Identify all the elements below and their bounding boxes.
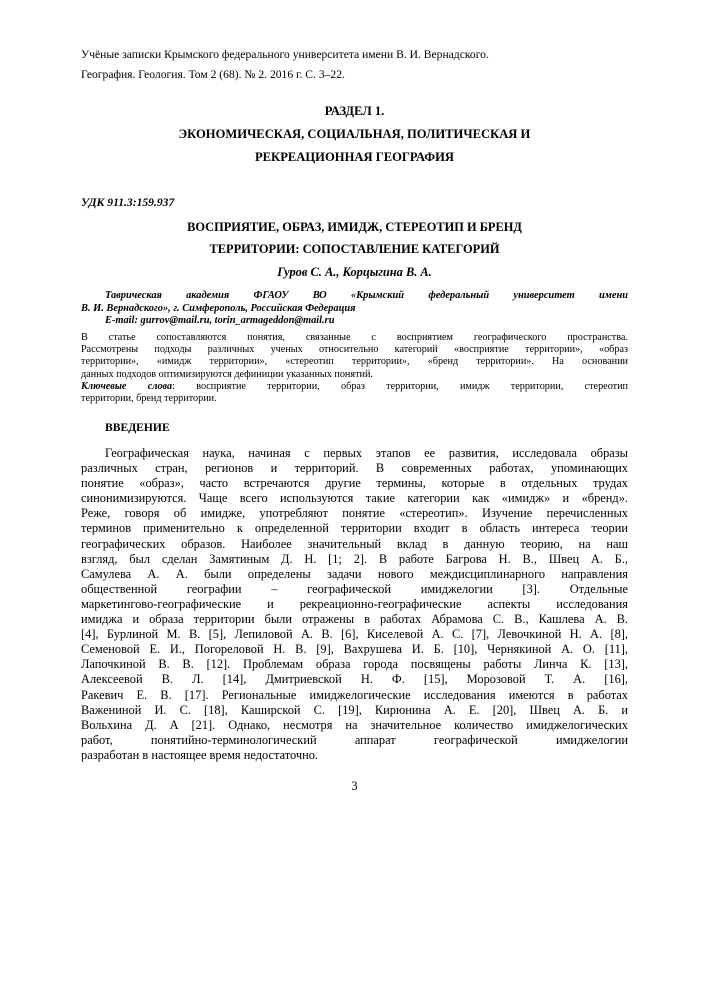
- page-number: 3: [351, 779, 358, 793]
- abstract-line: В статье сопоставляются понятия, связанные с восприятием географического пространства.: [81, 332, 628, 343]
- body-line: общественной географии – географической имиджелогии [3]. Отдельные: [81, 581, 628, 596]
- body-line: Ракевич Е. В. [17]. Региональные имиджелогические исследования имеются в работах: [81, 687, 628, 702]
- body-line: Важениной И. С. [18], Каширской С. [19], Кирюнина А. Е. [20], Швец А. Б. и: [81, 702, 628, 717]
- body-line: понятие «образ», часто встречаются другие термины, которые в отдельных трудах: [81, 476, 628, 491]
- keywords-label: Ключевые слова: [81, 380, 173, 392]
- keywords-line-2: территории, бренд территории.: [81, 392, 217, 404]
- keywords-line-1: [81, 381, 628, 393]
- affiliation-line-1: Таврическая академия ФГАОУ ВО «Крымский федеральный университет имени: [105, 290, 628, 301]
- affiliation-block: [81, 290, 628, 328]
- article-title-line-2: ТЕРРИТОРИИ: СОПОСТАВЛЕНИЕ КАТЕГОРИЙ: [209, 242, 500, 256]
- body-line: Лапочкиной В. В. [12]. Проблемам образа города посвящены работы Линча К. [13],: [81, 657, 628, 672]
- body-line: работ, понятийно-терминологический аппарат географической имиджелогии: [81, 732, 628, 747]
- abstract-line: территории», «имидж территории», «стереотип территории», «бренд территории». На основании: [81, 356, 628, 368]
- body-line: терминов применительно к определенной территории входит в область интереса теории: [81, 521, 628, 536]
- article-authors: Гуров С. А., Корцыгина В. А.: [277, 265, 432, 279]
- section-title-line-2: РЕКРЕАЦИОННАЯ ГЕОГРАФИЯ: [254, 150, 455, 164]
- keywords-text: : восприятие территории, образ территории, имидж территории, стереотип: [172, 380, 628, 392]
- abstract-line: Рассмотрены подходы различных ученых относительно категорий «восприятие территории», «образ: [81, 344, 628, 356]
- abstract-block: [81, 332, 628, 405]
- body-line: различных стран, регионов и территорий. В современных работах, упоминающих: [81, 461, 628, 476]
- journal-header-line-2: География. Геология. Том 2 (68). № 2. 2016 г. С. 3–22.: [81, 68, 345, 81]
- body-line: синонимизируются. Чаще всего используются такие категории как «имидж» и «бренд».: [81, 491, 628, 506]
- intro-heading: ВВЕДЕНИЕ: [105, 421, 170, 434]
- section-label: РАЗДЕЛ 1.: [324, 104, 385, 118]
- body-line: Семеновой Е. И., Погореловой Н. В. [9], Вахрушева И. Б. [10], Чернякиной А. О. [11],: [81, 642, 628, 657]
- article-title-line-1: ВОСПРИЯТИЕ, ОБРАЗ, ИМИДЖ, СТЕРЕОТИП И БРЕНД: [187, 220, 522, 234]
- affiliation-line-2: В. И. Вернадского», г. Симферополь, Российская Федерация: [81, 302, 356, 314]
- body-line: разработан в настоящее время недостаточно.: [81, 747, 319, 762]
- body-line: взгляд, был сделан Замятиным Д. Н. [1; 2]. В работе Багрова Н. В., Швец А. Б.,: [81, 551, 628, 566]
- body-line: Реже, говоря об имидже, употребляют понятие «стереотип». Изучение перечисленных: [81, 506, 628, 521]
- journal-header-line-1: Учёные записки Крымского федерального университета имени В. И. Вернадского.: [81, 48, 489, 61]
- udk-code: УДК 911.3:159.937: [81, 196, 175, 209]
- body-line: [4], Бурлиной М. В. [5], Лепиловой А. В. [6], Киселевой А. С. [7], Левочкиной Н. А. [8],: [81, 627, 628, 642]
- body-line: Самулева А. А. были определены задачи нового междисциплинарного направления: [81, 566, 628, 581]
- body-line: маркетингово-географические и рекреационно-географические аспекты исследования: [81, 596, 628, 611]
- body-line: Вольхина Д. А [21]. Однако, несмотря на значительное количество имиджелогических: [81, 717, 628, 732]
- body-line: географических образов. Наиболее значительный вклад в данную теорию, на наш: [81, 536, 628, 551]
- body-line: имиджа и образа территории были отражены в работах Абрамова С. В., Кашлева А. В.: [81, 612, 628, 627]
- section-title-line-1: ЭКОНОМИЧЕСКАЯ, СОЦИАЛЬНАЯ, ПОЛИТИЧЕСКАЯ И: [178, 127, 531, 141]
- affiliation-email: E-mail: gurrov@mail.ru, torin_armageddon@mail.ru: [105, 315, 335, 326]
- body-line: Географическая наука, начиная с первых этапов ее развития, исследовала образы: [105, 446, 628, 460]
- abstract-line: данных подходов оптимизируются дефиниции указанных понятий.: [81, 368, 373, 380]
- body-line: Алексеевой В. Л. [14], Дмитриевской Н. Ф. [15], Морозовой Т. А. [16],: [81, 672, 628, 687]
- intro-body: [81, 446, 628, 763]
